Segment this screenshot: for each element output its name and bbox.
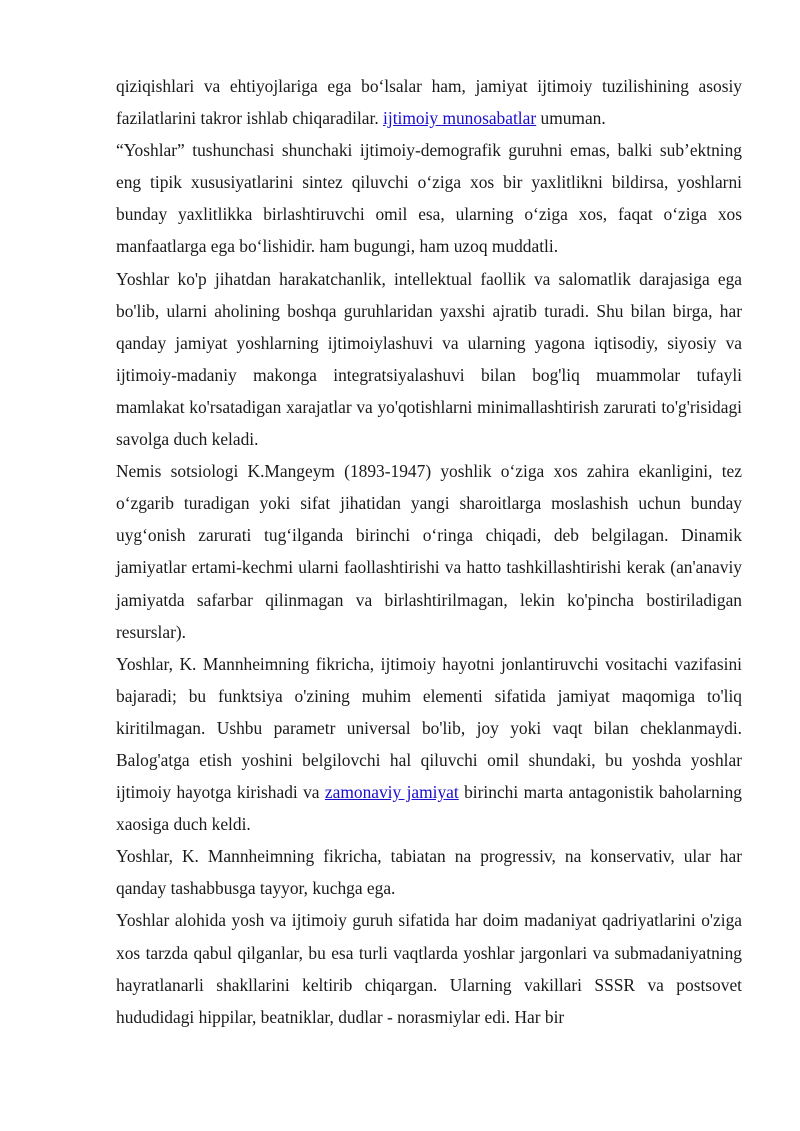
document-page [116,70,742,1033]
paragraph-4: Nemis sotsiologi K.Mangeym (1893-1947) yoshlik o‘ziga xos zahira ekanligini, tez o‘zgarib turadigan yoki sifat jihatidan yangi sharoitlarga moslashish uchun bunday uyg‘onish zarurati tug‘ilganda birinchi o‘ringa chiqadi, deb belgilagan. Dinamik jamiyatlar ertami-kechmi ularni faollashtirishi va hatto tashkillashtirishi kerak (an'anaviy jamiyatda safarbar qilinmagan va birlashtirilmagan, lekin ko'pincha bostiriladigan resurslar). [116,461,742,642]
paragraph-text: birinchi marta antagonistik baholarning xaosiga duch keldi. [116,782,742,835]
paragraph-text: Yoshlar, K. Mannheimning fikricha, ijtimoiy hayotni jonlantiruvchi vositachi vazifasini bajaradi; bu funktsiya o'zining muhim elementi sifatida jamiyat maqomiga to'liq kiritilmagan. Ushbu parametr universal bo'lib, joy yoki vaqt bilan cheklanmaydi. Balog'atga etish yoshini belgilovchi hal qiluvchi omil shundaki, bu yoshda yoshlar ijtimoiy hayotga kirishadi va [116,653,742,803]
link-zamonaviy-jamiyat[interactable]: zamonaviy jamiyat [324,782,459,803]
paragraph-2: “Yoshlar” tushunchasi shunchaki ijtimoiy-demografik guruhni emas, balki sub’ektning eng tipik xususiyatlarini sintez qiluvchi o‘ziga xos bir yaxlitlikni bildirsa, yoshlarni bunday yaxlitlikka birlashtiruvchi omil esa, ularning o‘ziga xos, faqat o‘ziga xos manfaatlarga ega bo‘lishidir. ham bugungi, ham uzoq muddatli. [116,140,742,257]
paragraph-3: Yoshlar ko'p jihatdan harakatchanlik, intellektual faollik va salomatlik darajasiga ega bo'lib, ularni aholining boshqa guruhlaridan yaxshi ajratib turadi. Shu bilan birga, har qanday jamiyat yoshlarning ijtimoiylashuvi va ularning yagona iqtisodiy, siyosiy va ijtimoiy-madaniy makonga integratsiyalashuvi bilan bog'liq muammolar tufayli mamlakat ko'rsatadigan xarajatlar va yo'qotishlarni minimallashtirish zarurati to'g'risidagi savolga duch keladi. [116,268,742,450]
link-ijtimoiy-munosabatlar[interactable]: ijtimoiy munosabatlar [383,108,537,129]
paragraph-7: Yoshlar alohida yosh va ijtimoiy guruh sifatida har doim madaniyat qadriyatlarini o'ziga xos tarzda qabul qilganlar, bu esa turli vaqtlarda yoshlar jargonlari va submadaniyatning hayratlanarli shakllarini keltirib chiqargan. Ularning vakillari SSSR va postsovet hududidagi hippilar, beatniklar, dudlar - norasmiylar edi. Har bir [116,910,742,1027]
paragraph-text: umuman. [536,108,606,129]
paragraph-1 [116,70,742,134]
paragraph-5 [116,648,742,841]
paragraph-6: Yoshlar, K. Mannheimning fikricha, tabiatan na progressiv, na konservativ, ular har qanday tashabbusga tayyor, kuchga ega. [116,846,742,899]
paragraph-text: qiziqishlari va ehtiyojlariga ega bo‘lsalar ham, jamiyat ijtimoiy tuzilishining asosiy fazilatlarini takror ishlab chiqaradilar. [116,76,742,129]
